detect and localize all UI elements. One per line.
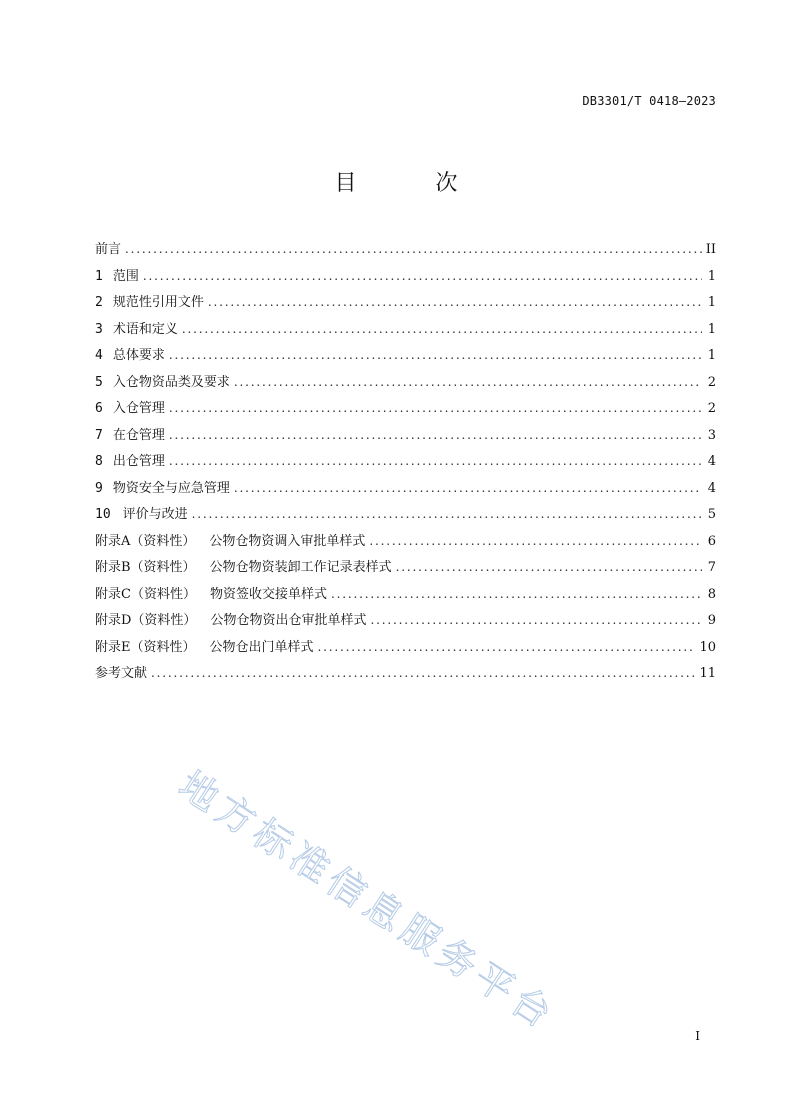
toc-entry-title: 术语和定义 — [112, 321, 178, 337]
toc-entry-number: 4 — [95, 348, 103, 363]
toc-entry[interactable] — [95, 477, 716, 504]
toc-entry-page: 6 — [707, 533, 716, 549]
watermark: 地方标准信息服务平台 — [171, 762, 565, 1040]
toc-entry-title: 附录C（资料性） — [95, 586, 196, 602]
table-of-contents — [95, 238, 716, 689]
toc-leader-dots — [169, 401, 702, 415]
toc-leader-dots — [234, 375, 702, 389]
toc-leader-dots — [143, 269, 702, 283]
toc-entry-title: 入仓物资品类及要求 — [112, 374, 230, 390]
toc-entry[interactable] — [95, 318, 716, 345]
toc-entry[interactable] — [95, 238, 716, 265]
toc-entry-number: 6 — [95, 401, 103, 416]
toc-entry[interactable] — [95, 530, 716, 557]
toc-entry-page: 11 — [699, 666, 716, 681]
toc-entry-number: 2 — [95, 295, 103, 310]
toc-entry-label — [113, 450, 165, 469]
toc-entry-number: 3 — [95, 321, 103, 337]
page-title: 目 次 — [334, 171, 494, 196]
toc-entry-number: 1 — [95, 268, 103, 284]
toc-entry-title: 附录D（资料性） — [95, 613, 197, 628]
toc-entry-number: 10 — [95, 507, 111, 522]
toc-leader-dots — [169, 348, 702, 362]
toc-leader-dots — [169, 454, 702, 468]
toc-leader-dots — [208, 295, 702, 309]
toc-entry[interactable] — [95, 397, 716, 424]
toc-leader-dots — [169, 428, 702, 442]
toc-entry-label — [113, 424, 165, 443]
toc-entry-title: 总体要求 — [112, 348, 165, 363]
toc-entry-title: 入仓管理 — [112, 401, 165, 416]
toc-entry-title: 附录E（资料性） — [95, 639, 196, 655]
toc-leader-dots — [331, 587, 702, 601]
toc-entry-label — [113, 477, 230, 496]
toc-leader-dots — [318, 640, 696, 654]
toc-entry-label — [123, 503, 188, 522]
toc-entry[interactable] — [95, 583, 716, 610]
toc-entry-page: II — [705, 242, 716, 257]
toc-entry-page: 10 — [699, 639, 716, 655]
toc-entry[interactable] — [95, 371, 716, 398]
toc-entry-title: 附录B（资料性） — [95, 560, 196, 575]
toc-entry[interactable] — [95, 265, 716, 292]
toc-entry-title: 参考文献 — [95, 666, 148, 681]
toc-entry-subtitle: 公物仓出门单样式 — [209, 639, 314, 655]
toc-entry-label — [95, 530, 365, 549]
toc-entry-number: 8 — [95, 454, 103, 469]
toc-entry[interactable] — [95, 344, 716, 371]
toc-entry-title: 附录A（资料性） — [95, 533, 196, 549]
toc-entry-page: 1 — [707, 295, 716, 310]
toc-entry-title: 评价与改进 — [122, 507, 188, 522]
toc-entry-number: 9 — [95, 480, 103, 496]
toc-entry-number: 5 — [95, 374, 103, 390]
toc-entry-page: 2 — [707, 401, 716, 416]
toc-entry-label — [95, 609, 366, 628]
page-number: I — [695, 1029, 700, 1043]
toc-entry-label — [95, 556, 392, 575]
toc-entry-label — [95, 238, 121, 257]
toc-entry[interactable] — [95, 556, 716, 583]
toc-entry-page: 4 — [707, 454, 716, 469]
toc-entry-page: 1 — [707, 268, 716, 284]
toc-entry[interactable] — [95, 291, 716, 318]
toc-entry-subtitle: 公物仓物资出仓审批单样式 — [210, 613, 367, 628]
toc-entry-page: 8 — [707, 586, 716, 602]
toc-leader-dots — [151, 666, 695, 680]
toc-entry-title: 前言 — [95, 242, 122, 257]
toc-entry-page: 2 — [707, 374, 716, 390]
toc-entry-subtitle: 公物仓物资装卸工作记录表样式 — [209, 560, 392, 575]
toc-entry-label — [113, 318, 178, 337]
toc-entry-title: 物资安全与应急管理 — [112, 480, 230, 496]
toc-entry-number: 7 — [95, 427, 103, 443]
toc-entry-label — [95, 636, 314, 655]
toc-entry-label — [113, 291, 204, 310]
toc-entry-page: 9 — [707, 613, 716, 628]
toc-entry-label — [113, 371, 230, 390]
toc-leader-dots — [369, 534, 702, 548]
toc-leader-dots — [370, 613, 702, 627]
toc-entry-page: 7 — [707, 560, 716, 575]
toc-entry-label — [113, 344, 165, 363]
toc-entry-title: 出仓管理 — [112, 454, 165, 469]
toc-entry-label — [95, 662, 147, 681]
toc-entry-label — [113, 265, 139, 284]
toc-entry[interactable] — [95, 503, 716, 530]
toc-entry-page: 1 — [707, 321, 716, 337]
toc-entry-title: 在仓管理 — [112, 427, 165, 443]
toc-entry-title: 范围 — [112, 268, 139, 284]
toc-entry-subtitle: 公物仓物资调入审批单样式 — [209, 533, 366, 549]
toc-leader-dots — [125, 242, 702, 256]
toc-entry[interactable] — [95, 424, 716, 451]
toc-entry-label — [95, 583, 327, 602]
toc-entry-subtitle: 物资签收交接单样式 — [209, 586, 327, 602]
toc-entry-title: 规范性引用文件 — [112, 295, 204, 310]
toc-entry-page: 3 — [707, 427, 716, 443]
toc-entry[interactable] — [95, 636, 716, 663]
document-code: DB3301/T 0418—2023 — [582, 94, 716, 108]
toc-leader-dots — [182, 322, 702, 336]
toc-leader-dots — [234, 481, 702, 495]
toc-entry[interactable] — [95, 450, 716, 477]
toc-entry-label — [113, 397, 165, 416]
toc-leader-dots — [396, 560, 702, 574]
toc-entry-page: 1 — [707, 348, 716, 363]
toc-entry-page: 4 — [707, 480, 716, 496]
toc-entry[interactable] — [95, 662, 716, 689]
toc-entry[interactable] — [95, 609, 716, 636]
toc-leader-dots — [192, 507, 702, 521]
toc-entry-page: 5 — [707, 507, 716, 522]
